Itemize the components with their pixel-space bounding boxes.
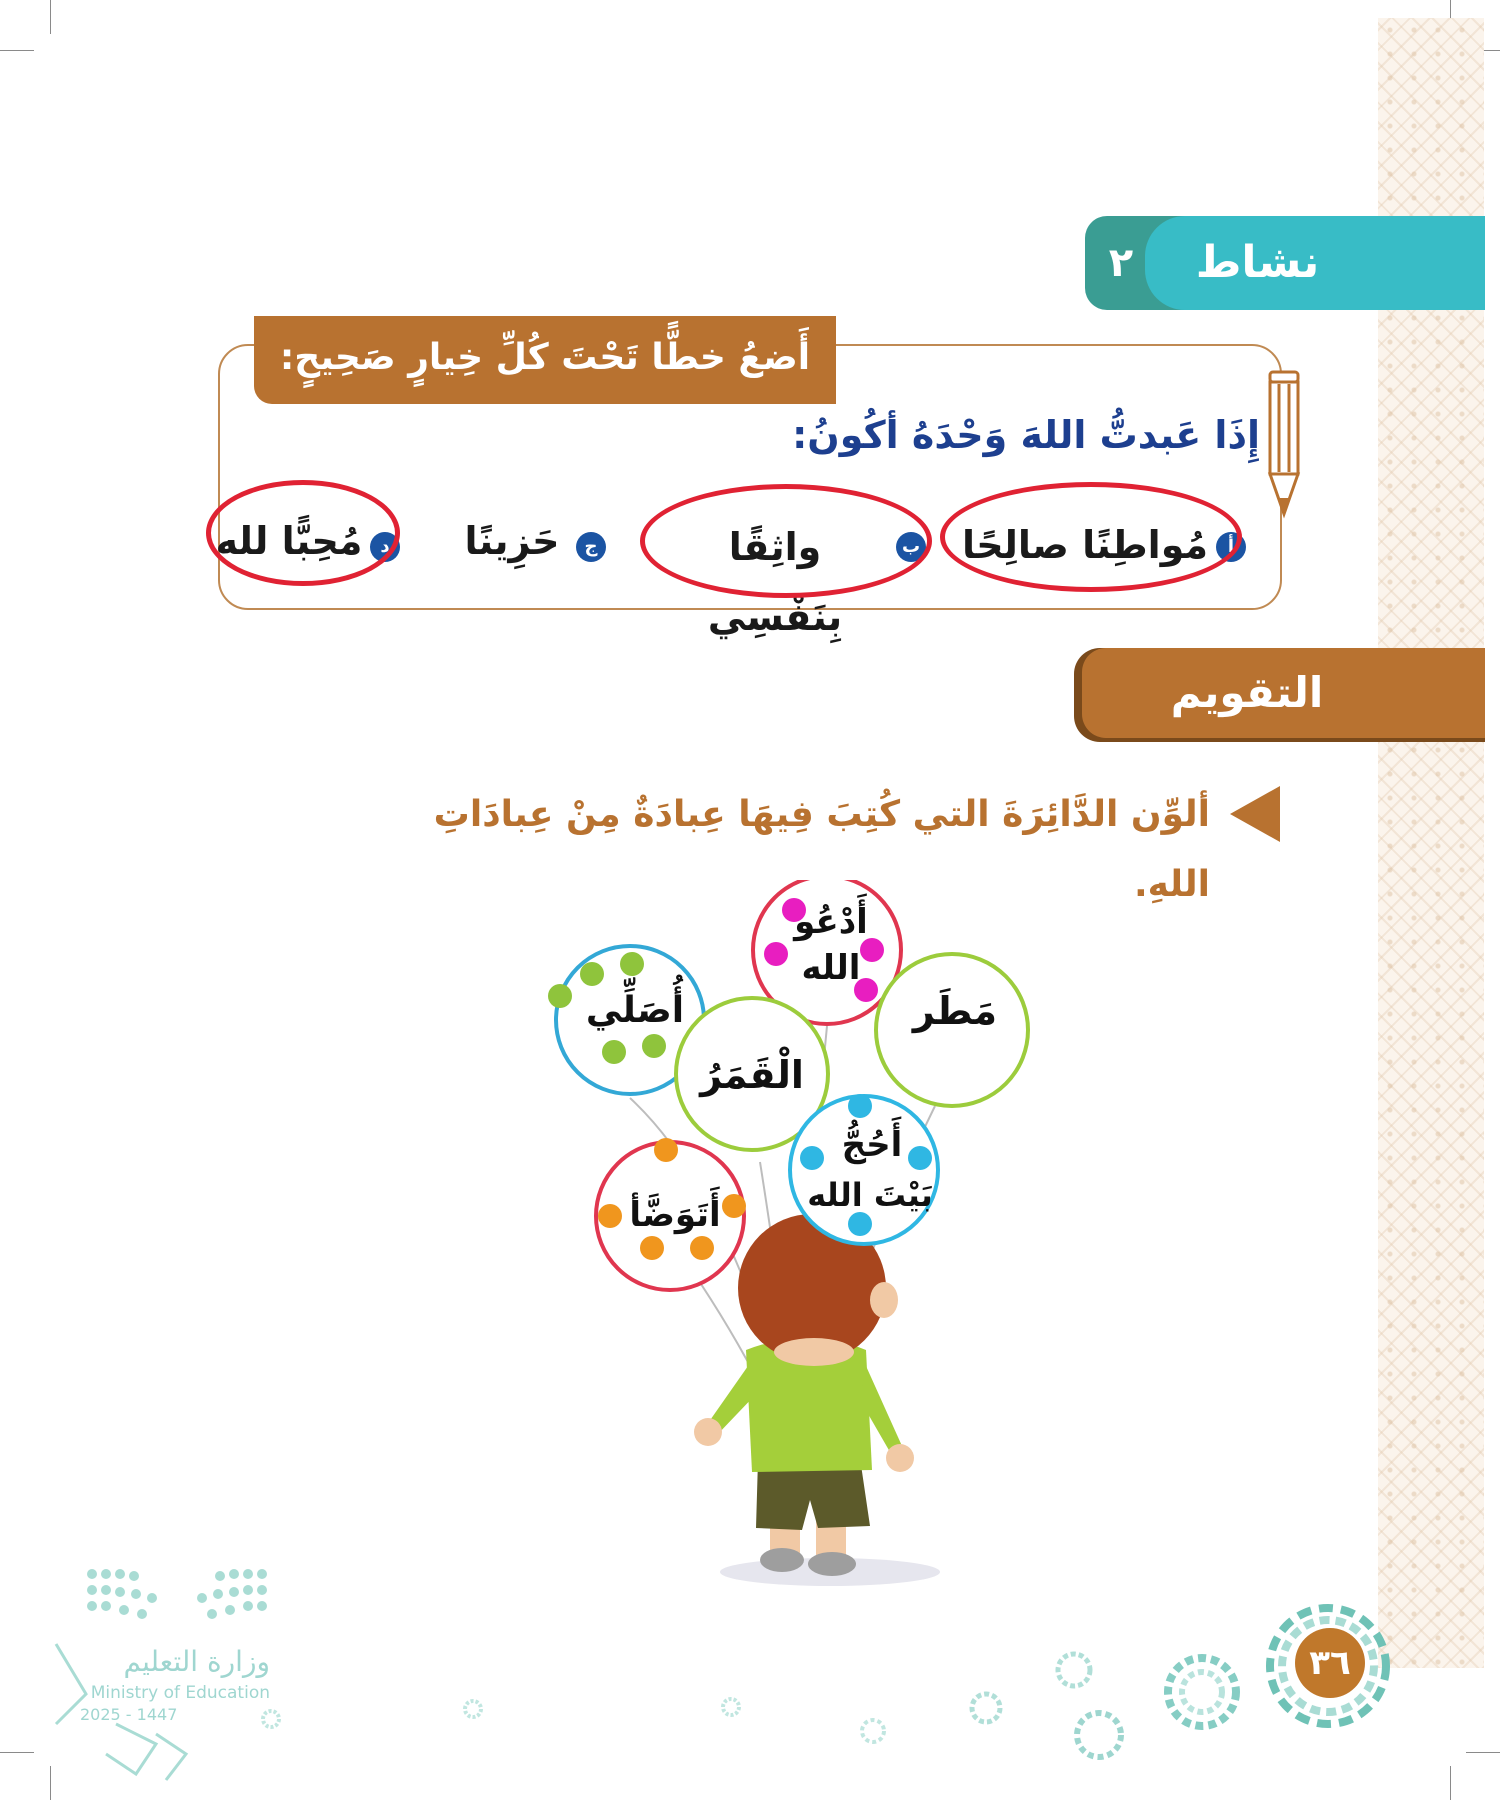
crop-mark	[0, 50, 34, 51]
option-a-text[interactable]: مُواطِنًا صالِحًا	[961, 523, 1209, 567]
option-d-circle-mark	[206, 480, 400, 586]
crop-mark	[1450, 1766, 1451, 1800]
option-a-circle-mark	[940, 482, 1242, 592]
rosette-decoration	[1054, 1650, 1094, 1690]
option-d-text[interactable]: مُحِبًّا لله	[215, 519, 363, 563]
balloon-text-moon: الْقَمَرُ	[700, 1053, 804, 1097]
pencil-icon	[1262, 368, 1306, 520]
balloon-text-call-line1: أَدْعُو	[794, 902, 868, 942]
rosette-decoration	[462, 1698, 484, 1720]
activity-title: نشاط	[1195, 237, 1320, 288]
rosette-decoration	[1072, 1708, 1126, 1762]
rosette-decoration	[260, 1708, 282, 1730]
balloon-text-ablution: أَتَوَضَّأ	[629, 1195, 721, 1235]
balloon-pilgrimage	[790, 1094, 938, 1244]
balloon-text-call-line2: الله	[801, 948, 861, 988]
boy-illustration	[694, 1214, 940, 1586]
balloon-text-pilgrimage-line2: بَيْتَ الله	[807, 1176, 933, 1214]
balloon-text-pray: أُصَلِّي	[585, 990, 685, 1031]
option-b-text[interactable]: واثِقًا بِنَفْسِي	[707, 525, 843, 639]
balloon-text-rain: مَطَر	[912, 989, 998, 1033]
crop-mark	[0, 1752, 34, 1753]
evaluation-title: التقويم	[1170, 668, 1324, 717]
rosette-decoration	[858, 1716, 888, 1746]
triangle-bullet-icon	[1226, 784, 1282, 844]
option-letter-d: د	[370, 532, 400, 562]
instruction-text: أَضعُ خطًّا تَحْتَ كُلِّ خِيارٍ صَحِيحٍ:	[279, 337, 811, 378]
option-letter-c: ج	[576, 532, 606, 562]
question-text: إِذَا عَبدتُّ اللهَ وَحْدَهُ أكُونُ:	[792, 413, 1260, 457]
ministry-name-arabic: وزارة التعليم	[123, 1645, 270, 1678]
option-letter-b: ب	[896, 532, 926, 562]
rosette-decoration	[1162, 1652, 1242, 1732]
rosette-decoration	[720, 1696, 742, 1718]
crop-mark	[50, 0, 51, 34]
page-number: ٣٦	[1295, 1628, 1365, 1698]
option-c-text[interactable]: حَزِينًا	[464, 519, 560, 563]
rosette-decoration	[968, 1690, 1004, 1726]
evaluation-instruction: ألوِّن الدَّائِرَةَ التي كُتِبَ فِيهَا عِبادَةٌ مِنْ عِبادَاتِ اللهِ.	[433, 794, 1210, 905]
ministry-name-english: Ministry of Education	[90, 1683, 270, 1703]
ministry-year: 2025 - 1447	[80, 1705, 178, 1724]
option-b-circle-mark	[640, 484, 932, 639]
activity-number: ٢	[1108, 240, 1134, 286]
option-letter-a: أ	[1216, 532, 1246, 562]
crop-mark	[1466, 1752, 1500, 1753]
ministry-logo-dots-icon	[84, 1564, 270, 1634]
balloon-text-pilgrimage-line1: أَحُجُّ	[841, 1125, 903, 1165]
